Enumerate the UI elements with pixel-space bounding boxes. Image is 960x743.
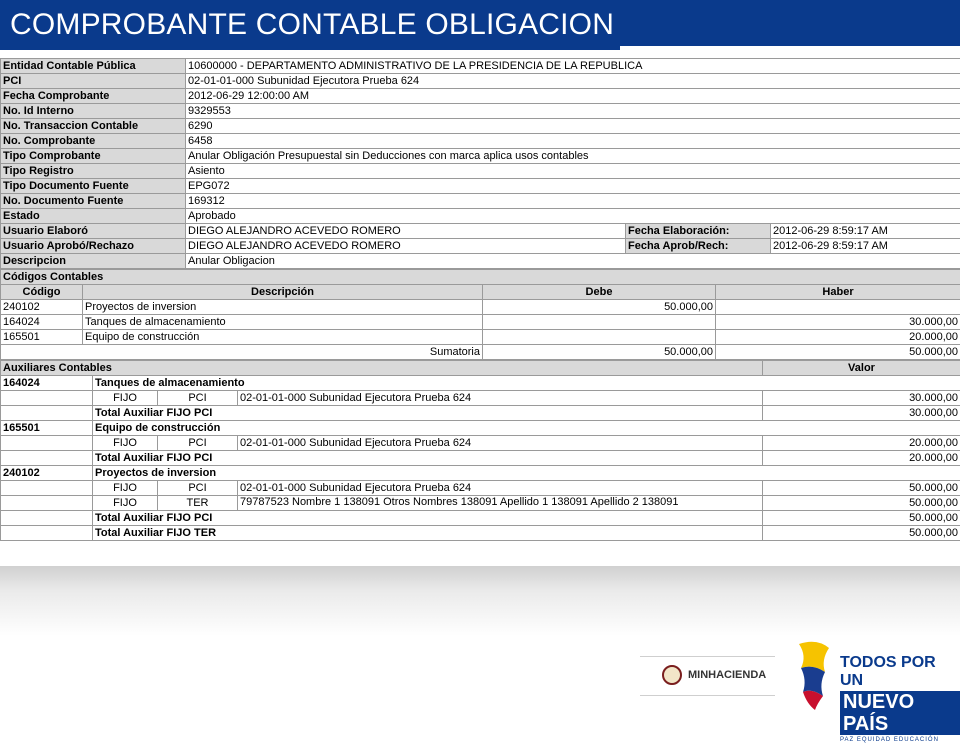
info-row: [1, 134, 960, 149]
codigo-row: [1, 300, 960, 315]
info-label: Tipo Comprobante: [1, 149, 186, 164]
info-value: Asiento: [186, 164, 960, 179]
slogan-line1: TODOS POR UN: [840, 654, 960, 690]
info-value: 6290: [186, 119, 960, 134]
auxiliar-indent: [1, 496, 93, 511]
title-bar: [0, 0, 960, 50]
col-valor: Valor: [763, 361, 960, 376]
user-value: DIEGO ALEJANDRO ACEVEDO ROMERO: [186, 224, 626, 239]
auxiliar-line: [1, 481, 960, 496]
auxiliar-total-label: Total Auxiliar FIJO PCI: [93, 451, 763, 466]
descripcion-cell: Proyectos de inversion: [83, 300, 483, 315]
info-label: Entidad Contable Pública: [1, 59, 186, 74]
info-label: PCI: [1, 74, 186, 89]
auxiliar-tipo: FIJO: [93, 436, 158, 451]
user-date-label: Fecha Elaboración:: [626, 224, 771, 239]
auxiliar-clase: PCI: [158, 391, 238, 406]
debe-cell: 50.000,00: [483, 300, 716, 315]
info-row: [1, 209, 960, 224]
user-label: Usuario Elaboró: [1, 224, 186, 239]
minhacienda-text: MINHACIENDA: [688, 669, 766, 681]
codigo-row: [1, 315, 960, 330]
auxiliar-clase: PCI: [158, 436, 238, 451]
auxiliar-indent: [1, 511, 93, 526]
info-label: No. Id Interno: [1, 104, 186, 119]
auxiliar-nombre: Proyectos de inversion: [93, 466, 960, 481]
auxiliar-group-header: [1, 466, 960, 481]
info-row: [1, 104, 960, 119]
user-value: DIEGO ALEJANDRO ACEVEDO ROMERO: [186, 239, 626, 254]
info-row: [1, 74, 960, 89]
info-label: Estado: [1, 209, 186, 224]
info-value: Aprobado: [186, 209, 960, 224]
auxiliar-valor: 20.000,00: [763, 436, 960, 451]
slogan-line2: NUEVO PAÍS: [840, 691, 960, 735]
bottom-gradient: [0, 566, 960, 636]
debe-cell: [483, 315, 716, 330]
auxiliares-table: [0, 360, 960, 541]
auxiliar-total-valor: 50.000,00: [763, 526, 960, 541]
auxiliar-detalle: 02-01-01-000 Subunidad Ejecutora Prueba 624: [238, 481, 763, 496]
auxiliar-detalle: 79787523 Nombre 1 138091 Otros Nombres 138091 Apellido 1 138091 Apellido 2 138091: [238, 496, 763, 511]
auxiliar-total-valor: 20.000,00: [763, 451, 960, 466]
user-row: [1, 239, 960, 254]
info-value: 169312: [186, 194, 960, 209]
haber-cell: [716, 300, 960, 315]
info-row: [1, 179, 960, 194]
slogan-logo: [840, 654, 960, 743]
auxiliar-detalle: 02-01-01-000 Subunidad Ejecutora Prueba 624: [238, 436, 763, 451]
info-row: [1, 149, 960, 164]
auxiliar-group-header: [1, 376, 960, 391]
user-row: [1, 224, 960, 239]
col-descripcion: Descripción: [83, 285, 483, 300]
comprobante-sheet: [0, 58, 960, 541]
slogan-line3: PAZ EQUIDAD EDUCACIÓN: [840, 737, 960, 743]
info-label: Tipo Registro: [1, 164, 186, 179]
info-value: 6458: [186, 134, 960, 149]
info-table: [0, 58, 960, 269]
codigo-cell: 165501: [1, 330, 83, 345]
colombia-flag-icon: [795, 638, 835, 710]
user-date-value: 2012-06-29 8:59:17 AM: [771, 224, 960, 239]
info-value: 10600000 - DEPARTAMENTO ADMINISTRATIVO DE LA PRESIDENCIA DE LA REPUBLICA: [186, 59, 960, 74]
auxiliar-total-row: [1, 451, 960, 466]
minhacienda-logo: [640, 656, 775, 696]
info-row: [1, 119, 960, 134]
auxiliar-nombre: Tanques de almacenamiento: [93, 376, 960, 391]
info-row: [1, 194, 960, 209]
auxiliar-tipo: FIJO: [93, 481, 158, 496]
auxiliar-indent: [1, 481, 93, 496]
descripcion-label: Descripcion: [1, 254, 186, 269]
auxiliar-total-label: Total Auxiliar FIJO PCI: [93, 511, 763, 526]
user-label: Usuario Aprobó/Rechazo: [1, 239, 186, 254]
auxiliar-indent: [1, 436, 93, 451]
auxiliar-tipo: FIJO: [93, 391, 158, 406]
descripcion-cell: Tanques de almacenamiento: [83, 315, 483, 330]
auxiliar-clase: PCI: [158, 481, 238, 496]
col-haber: Haber: [716, 285, 960, 300]
codigos-table: [0, 269, 960, 360]
auxiliar-indent: [1, 526, 93, 541]
auxiliar-line: [1, 436, 960, 451]
auxiliar-codigo: 240102: [1, 466, 93, 481]
footer-logos: [0, 636, 960, 720]
info-label: No. Documento Fuente: [1, 194, 186, 209]
info-value: EPG072: [186, 179, 960, 194]
user-date-value: 2012-06-29 8:59:17 AM: [771, 239, 960, 254]
auxiliar-clase: TER: [158, 496, 238, 511]
haber-cell: 30.000,00: [716, 315, 960, 330]
auxiliar-valor: 50.000,00: [763, 496, 960, 511]
codigos-section-title: Códigos Contables: [1, 270, 960, 285]
auxiliar-valor: 30.000,00: [763, 391, 960, 406]
info-row: [1, 254, 960, 269]
auxiliar-codigo: 164024: [1, 376, 93, 391]
info-value: 2012-06-29 12:00:00 AM: [186, 89, 960, 104]
auxiliar-line: [1, 391, 960, 406]
info-row: [1, 164, 960, 179]
codigo-cell: 240102: [1, 300, 83, 315]
descripcion-value: Anular Obligacion: [186, 254, 960, 269]
info-label: No. Comprobante: [1, 134, 186, 149]
debe-cell: [483, 330, 716, 345]
auxiliar-nombre: Equipo de construcción: [93, 421, 960, 436]
auxiliar-group-header: [1, 421, 960, 436]
sumatoria-label: Sumatoria: [1, 345, 483, 360]
auxiliar-line: [1, 496, 960, 511]
auxiliar-detalle: 02-01-01-000 Subunidad Ejecutora Prueba 624: [238, 391, 763, 406]
auxiliar-total-row: [1, 511, 960, 526]
col-codigo: Código: [1, 285, 83, 300]
auxiliar-tipo: FIJO: [93, 496, 158, 511]
auxiliar-codigo: 165501: [1, 421, 93, 436]
info-value: 9329553: [186, 104, 960, 119]
auxiliar-indent: [1, 451, 93, 466]
descripcion-cell: Equipo de construcción: [83, 330, 483, 345]
auxiliar-indent: [1, 391, 93, 406]
codigo-cell: 164024: [1, 315, 83, 330]
info-row: [1, 89, 960, 104]
auxiliar-total-row: [1, 406, 960, 421]
info-row: [1, 59, 960, 74]
col-debe: Debe: [483, 285, 716, 300]
sumatoria-debe: 50.000,00: [483, 345, 716, 360]
title-underline-gap: [620, 46, 960, 50]
sumatoria-row: [1, 345, 960, 360]
auxiliar-total-row: [1, 526, 960, 541]
auxiliar-total-label: Total Auxiliar FIJO PCI: [93, 406, 763, 421]
info-value: 02-01-01-000 Subunidad Ejecutora Prueba 624: [186, 74, 960, 89]
info-label: No. Transaccion Contable: [1, 119, 186, 134]
auxiliar-total-label: Total Auxiliar FIJO TER: [93, 526, 763, 541]
page-title: COMPROBANTE CONTABLE OBLIGACION: [10, 8, 614, 42]
auxiliar-indent: [1, 406, 93, 421]
sumatoria-haber: 50.000,00: [716, 345, 960, 360]
info-label: Fecha Comprobante: [1, 89, 186, 104]
info-label: Tipo Documento Fuente: [1, 179, 186, 194]
coat-of-arms-icon: [662, 665, 682, 685]
user-date-label: Fecha Aprob/Rech:: [626, 239, 771, 254]
auxiliares-section-title: Auxiliares Contables: [1, 361, 763, 376]
auxiliar-valor: 50.000,00: [763, 481, 960, 496]
auxiliar-total-valor: 30.000,00: [763, 406, 960, 421]
codigo-row: [1, 330, 960, 345]
haber-cell: 20.000,00: [716, 330, 960, 345]
info-value: Anular Obligación Presupuestal sin Deducciones con marca aplica usos contables: [186, 149, 960, 164]
auxiliar-total-valor: 50.000,00: [763, 511, 960, 526]
